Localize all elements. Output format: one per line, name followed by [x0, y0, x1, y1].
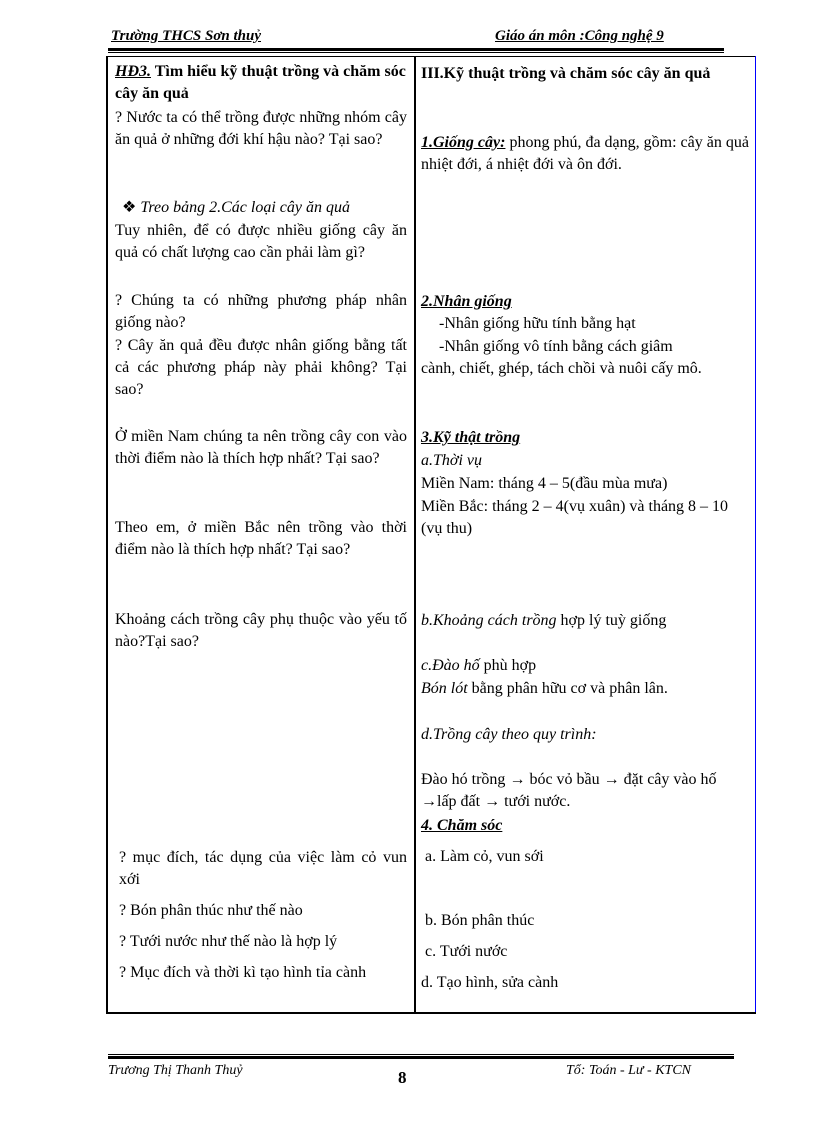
- question-fertilizer: ? Bón phân thúc như thế nào: [119, 902, 303, 919]
- digging-label: c.Đào hố: [421, 657, 480, 674]
- arrow-icon: →: [603, 771, 620, 788]
- question-pruning: ? Mục đích và thời kì tạo hình tỉa cành: [119, 964, 367, 981]
- spacing-label: b.Khoảng cách trồng: [421, 612, 557, 629]
- section-title: III.Kỹ thuật trồng và chăm sóc cây ăn quả: [421, 65, 711, 82]
- step-unwrap: bóc vỏ bầu: [525, 771, 604, 788]
- footer-author: Trương Thị Thanh Thuỷ: [108, 1063, 243, 1078]
- step-water: tưới nước.: [500, 793, 571, 810]
- propagation-vegetative-methods: cành, chiết, ghép, tách chồi và nuôi cấy mô.: [421, 360, 702, 377]
- digging: [421, 655, 751, 677]
- spacing-text: hợp lý tuỳ giống: [556, 612, 667, 629]
- table-bottom-border: [108, 1012, 756, 1014]
- base-fertilizer: [421, 678, 751, 700]
- planting-process-steps: [421, 769, 751, 813]
- footer-group: Tổ: Toán - Lư - KTCN: [566, 1063, 691, 1078]
- table-right-border: [755, 56, 756, 1014]
- question-quality: Tuy nhiên, để có được nhiều giống cây ăn quả có chất lượng cao cần phải làm gì?: [115, 222, 407, 261]
- propagation-vegetative: -Nhân giống vô tính bằng cách giâm: [439, 338, 673, 355]
- header-rule: [108, 48, 724, 53]
- question-weeding: ? mục đích, tác dụng của việc làm cỏ vun xới: [119, 849, 407, 888]
- planting-technique-label: 3.Kỹ thật trồng: [421, 429, 521, 446]
- step-place: đặt cây vào hố: [619, 771, 717, 788]
- seed-variety: [421, 132, 751, 176]
- care-watering: c. Tưới nước: [425, 943, 508, 960]
- digging-text: phù hợp: [479, 657, 537, 674]
- treo-bang-text: Treo bảng 2.Các loại cây ăn quả: [140, 199, 350, 216]
- question-methods: ? Chúng ta có những phương pháp nhân giống nào?: [115, 292, 407, 331]
- propagation-seed: -Nhân giống hữu tính bằng hạt: [439, 315, 636, 332]
- care-weeding: a. Làm cỏ, vun sới: [425, 848, 544, 865]
- base-fertilizer-text: bằng phân hữu cơ và phân lân.: [467, 680, 668, 697]
- seed-variety-text: phong phú, đa dạng, gồm: cây ăn quả nhiệt đới, á nhiệt đới và ôn đới.: [421, 134, 749, 173]
- arrow-icon: →: [421, 793, 437, 810]
- question-all-methods: ? Cây ăn quả đều được nhân giống bằng tất cả các phương pháp này phải không? Tại sao?: [115, 337, 407, 398]
- arrow-icon: →: [509, 771, 526, 788]
- season-south: Miền Nam: tháng 4 – 5(đầu mùa mưa): [421, 475, 668, 492]
- care-label: 4. Chăm sóc: [421, 817, 503, 834]
- step-fill: lấp đất: [437, 793, 485, 810]
- hd3-title: Tìm hiểu kỹ thuật trồng và chăm sóc cây ăn quả: [115, 63, 406, 102]
- footer-rule: [108, 1054, 734, 1059]
- question-north: Theo em, ở miền Bắc nên trồng vào thời điểm nào là thích hợp nhất? Tại sao?: [115, 519, 407, 558]
- question-south: Ở miền Nam chúng ta nên trồng cây con vào thời điểm nào là thích hợp nhất? Tại sao?: [115, 428, 407, 467]
- care-fertilizer: b. Bón phân thúc: [425, 912, 535, 929]
- hd3-heading: [115, 61, 407, 105]
- seed-variety-label: 1.Giống cây:: [421, 134, 506, 151]
- season-north: Miền Bắc: tháng 2 – 4(vụ xuân) và tháng 8 – 10 (vụ thu): [421, 498, 729, 537]
- question-climate: ? Nước ta có thể trồng được những nhóm cây ăn quả ở những đới khí hậu nào? Tại sao?: [115, 109, 407, 148]
- care-pruning: d. Tạo hình, sửa cành: [421, 974, 559, 991]
- hd3-label: HĐ3.: [115, 63, 151, 80]
- bullet-icon: ❖: [122, 199, 137, 216]
- base-fertilizer-label: Bón lót: [421, 680, 468, 697]
- planting-process-label: d.Trồng cây theo quy trình:: [421, 726, 597, 743]
- step-dig: Đào hó trồng: [421, 771, 506, 788]
- arrow-icon: →: [484, 793, 501, 810]
- treo-bang-line: [122, 197, 407, 219]
- question-distance: Khoảng cách trồng cây phụ thuộc vào yếu tố nào?Tại sao?: [115, 611, 407, 650]
- question-watering: ? Tưới nước như thế nào là hợp lý: [119, 933, 338, 950]
- propagation-label: 2.Nhân giống: [421, 293, 512, 310]
- spacing: [421, 610, 751, 632]
- header-school: Trường THCS Sơn thuỷ: [111, 28, 261, 44]
- header-subject: Giáo án môn :Công nghệ 9: [495, 28, 664, 44]
- season-label: a.Thời vụ: [421, 452, 482, 469]
- page-number: 8: [398, 1068, 407, 1087]
